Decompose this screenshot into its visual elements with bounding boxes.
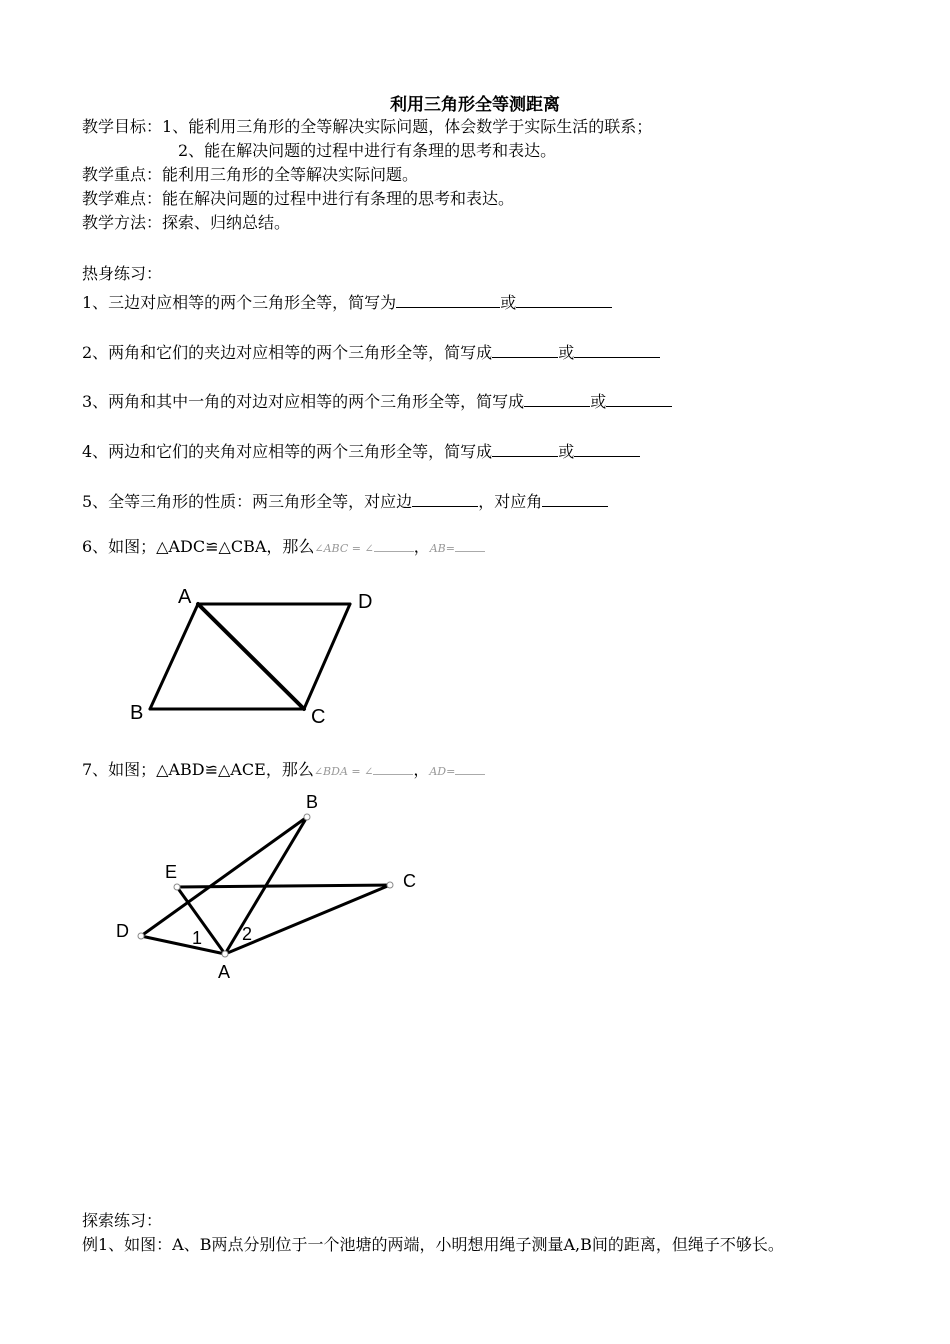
label-b: B xyxy=(130,702,144,724)
question-4-text: 4、两边和它们的夹角对应相等的两个三角形全等，简写成 xyxy=(82,442,493,461)
answer-blank[interactable] xyxy=(455,537,485,552)
question-5-text: 5、全等三角形的性质：两三角形全等，对应边 xyxy=(82,492,413,511)
or-text: 或 xyxy=(558,442,575,461)
question-4 xyxy=(82,439,640,462)
teaching-focus: 教学重点：能利用三角形的全等解决实际问题。 xyxy=(82,165,419,184)
label-d: D xyxy=(116,921,129,941)
explore-title: 探索练习： xyxy=(82,1211,163,1230)
label-a: A xyxy=(218,962,231,982)
point-b xyxy=(304,814,310,820)
point-e xyxy=(174,884,180,890)
label-b: B xyxy=(306,792,319,812)
label-c: C xyxy=(403,871,416,891)
or-text: 或 xyxy=(590,392,607,411)
angle-expression: ∠BDA = ∠ xyxy=(313,765,374,778)
answer-blank[interactable] xyxy=(374,537,414,552)
label-a: A xyxy=(178,586,192,608)
answer-blank[interactable] xyxy=(492,340,558,358)
angle-label-2: 2 xyxy=(242,924,253,944)
point-c xyxy=(387,882,393,888)
question-5-mid: ，对应角 xyxy=(478,492,543,511)
angle-label-1: 1 xyxy=(192,928,203,948)
or-text: 或 xyxy=(558,343,575,362)
question-2 xyxy=(82,340,660,363)
comma: ， xyxy=(413,760,430,779)
segment-expression: AD= xyxy=(429,765,456,778)
question-6-text: 6、如图；△ADC≌△CBA，那么 xyxy=(82,537,315,556)
question-3 xyxy=(82,389,672,412)
label-d: D xyxy=(358,591,373,613)
question-3-text: 3、两角和其中一角的对边对应相等的两个三角形全等，简写成 xyxy=(82,392,525,411)
teaching-method: 教学方法：探索、归纳总结。 xyxy=(82,213,291,232)
answer-blank[interactable] xyxy=(574,439,640,457)
example-1: 例1、如图：A、B两点分别位于一个池塘的两端，小明想用绳子测量A,B间的距离，但绳子不够长。 xyxy=(82,1235,784,1254)
comma: ， xyxy=(413,537,430,556)
segment-expression: AB= xyxy=(429,542,455,555)
label-e: E xyxy=(165,862,178,882)
goal-line-1 xyxy=(82,117,652,137)
figure-triangles xyxy=(100,790,440,990)
warmup-title: 热身练习： xyxy=(82,264,163,283)
goal-2: 2、能在解决问题的过程中进行有条理的思考和表达。 xyxy=(178,141,557,160)
answer-blank[interactable] xyxy=(516,290,612,308)
answer-blank[interactable] xyxy=(492,439,558,457)
figure-parallelogram xyxy=(120,580,390,730)
question-7 xyxy=(82,760,485,782)
answer-blank[interactable] xyxy=(396,290,500,308)
answer-blank[interactable] xyxy=(455,760,485,775)
goals-label: 教学目标： xyxy=(82,117,163,136)
point-a xyxy=(222,951,228,957)
or-text: 或 xyxy=(500,293,517,312)
answer-blank[interactable] xyxy=(606,389,672,407)
answer-blank[interactable] xyxy=(524,389,590,407)
goal-1: 1、能利用三角形的全等解决实际问题，体会数学于实际生活的联系； xyxy=(162,117,653,136)
answer-blank[interactable] xyxy=(412,489,478,507)
answer-blank[interactable] xyxy=(542,489,608,507)
label-c: C xyxy=(311,706,326,728)
segment-ab xyxy=(150,604,198,709)
question-6 xyxy=(82,537,485,559)
question-7-text: 7、如图；△ABD≌△ACE，那么 xyxy=(82,760,314,779)
answer-blank[interactable] xyxy=(373,760,413,775)
page-title: 利用三角形全等测距离 xyxy=(390,95,560,115)
teaching-difficulty: 教学难点：能在解决问题的过程中进行有条理的思考和表达。 xyxy=(82,189,515,208)
question-1-text: 1、三边对应相等的两个三角形全等，简写为 xyxy=(82,293,397,312)
question-2-text: 2、两角和它们的夹边对应相等的两个三角形全等，简写成 xyxy=(82,343,493,362)
segment-dc xyxy=(304,604,350,709)
answer-blank[interactable] xyxy=(574,340,660,358)
point-d xyxy=(138,933,144,939)
question-5 xyxy=(82,489,608,512)
angle-expression: ∠ABC = ∠ xyxy=(314,542,374,555)
question-1 xyxy=(82,290,612,313)
segment-ec xyxy=(177,885,390,887)
segment-ac xyxy=(198,604,304,709)
